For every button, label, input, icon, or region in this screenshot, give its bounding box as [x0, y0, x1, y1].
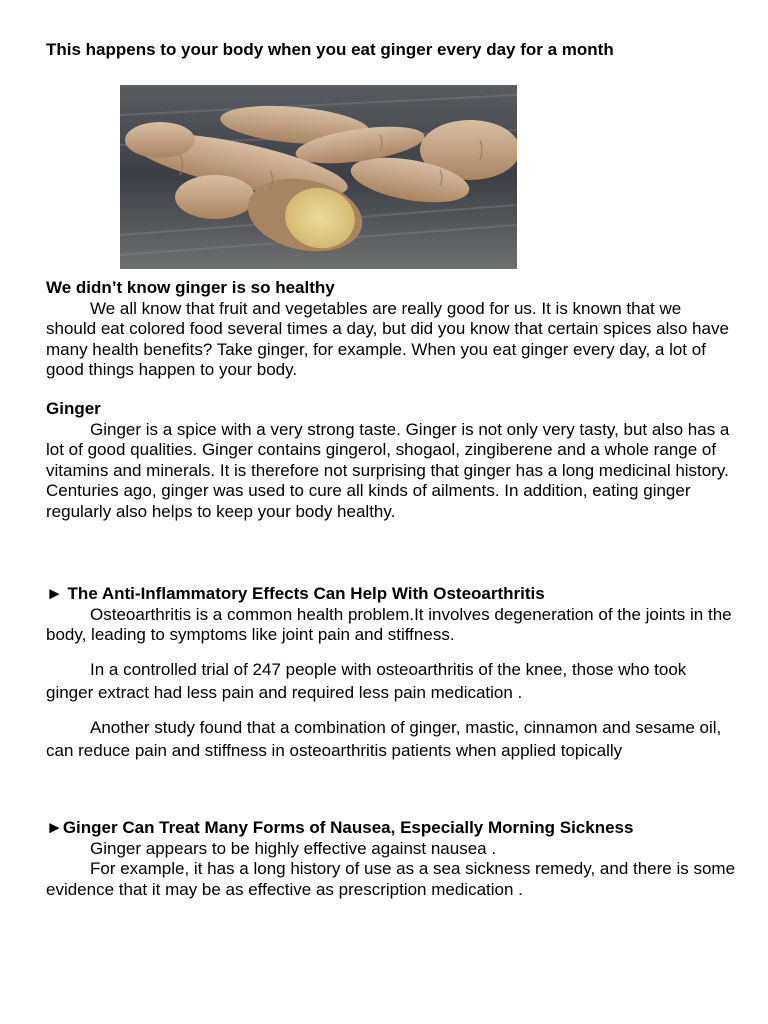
nausea-paragraph-2: For example, it has a long history of use as a sea sickness remedy, and there is some evidence that it may be as effective as prescription medication . — [46, 859, 736, 899]
nausea-heading: ►Ginger Can Treat Many Forms of Nausea, Especially Morning Sickness — [46, 818, 634, 837]
ginger-root-illustration — [120, 85, 517, 269]
ginger-heading: Ginger — [46, 399, 101, 418]
osteoarthritis-paragraph-3: Another study found that a combination of ginger, mastic, cinnamon and sesame oil, can reduce pain and stiffness in osteoarthritis patients when applied topically — [46, 717, 722, 760]
nausea-paragraph-1: Ginger appears to be highly effective against nausea . — [90, 838, 497, 858]
intro-section — [46, 278, 736, 381]
osteoarthritis-paragraph-1: Osteoarthritis is a common health problem.It involves degeneration of the joints in the body, leading to symptoms like joint pain and stiffness. — [46, 604, 732, 644]
nausea-section — [46, 818, 736, 900]
intro-heading: We didn’t know ginger is so healthy — [46, 278, 335, 297]
ginger-photo — [120, 85, 517, 269]
ginger-section — [46, 399, 736, 522]
intro-paragraph: We all know that fruit and vegetables are really good for us. It is known that we should eat colored food several times a day, but did you know that certain spices also have many health benefits? Take ginger, for example. When you eat ginger every day, a lot of good things happen to your body. — [46, 298, 729, 379]
osteoarthritis-section — [46, 584, 736, 762]
document-title: This happens to your body when you eat ginger every day for a month — [46, 40, 614, 59]
ginger-paragraph: Ginger is a spice with a very strong taste. Ginger is not only very tasty, but also has a lot of good qualities. Ginger contains gingerol, shogaol, zingiberene and a whole range of vitamins and minerals. It is therefore not surprising that ginger has a long medicinal history. Centuries ago, ginger was used to cure all kinds of ailments. In addition, eating ginger regularly also helps to keep your body healthy. — [46, 419, 730, 521]
osteoarthritis-heading: ► The Anti-Inflammatory Effects Can Help With Osteoarthritis — [46, 584, 545, 603]
osteoarthritis-paragraph-2: In a controlled trial of 247 people with osteoarthritis of the knee, those who took ginger extract had less pain and required less pain medication . — [46, 659, 687, 702]
